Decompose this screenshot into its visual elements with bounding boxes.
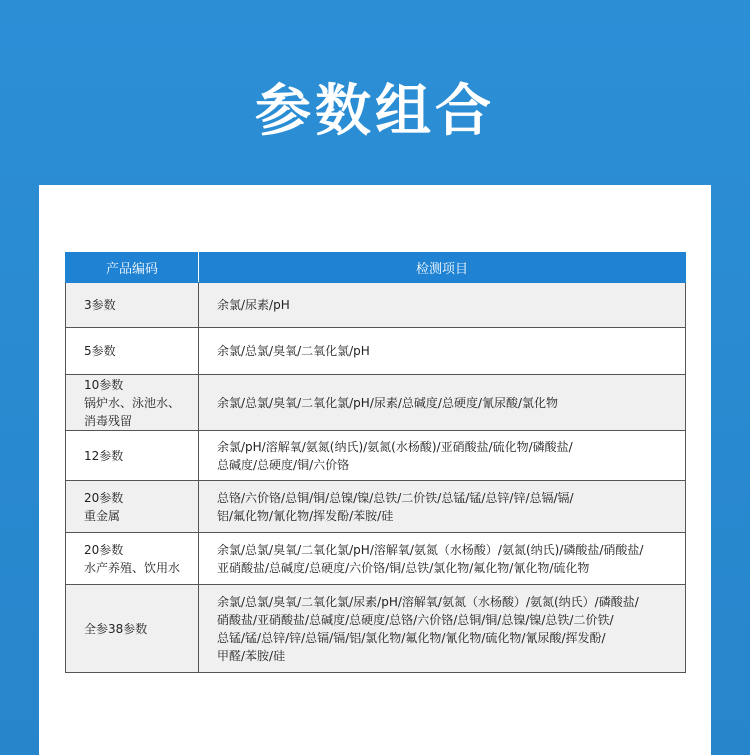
test-items-line: 总锰/锰/总锌/锌/总镉/镉/铝/氯化物/氟化物/氰化物/硫化物/氰尿酸/挥发酚/ <box>217 630 606 645</box>
table-header-row <box>66 253 686 283</box>
test-items-line: 余氯/总氯/臭氧/二氧化氯/尿素/pH/溶解氧/氨氮（水杨酸）/氨氮(纳氏）/磷酸盐/ <box>217 594 639 609</box>
test-items-line: 余氯/总氯/臭氧/二氧化氯/pH/尿素/总碱度/总硬度/氰尿酸/氯化物 <box>217 395 559 410</box>
cell-product-code <box>66 375 199 431</box>
product-code-line: 全参38参数 <box>84 621 148 636</box>
table-row <box>66 283 686 328</box>
cell-product-code <box>66 533 199 585</box>
table-row <box>66 328 686 375</box>
test-items-line: 总碱度/总硬度/铜/六价铬 <box>217 457 350 472</box>
test-items-line: 硝酸盐/亚硝酸盐/总碱度/总硬度/总铬/六价铬/总铜/铜/总镍/镍/总铁/二价铁/ <box>217 612 614 627</box>
test-items-line: 亚硝酸盐/总碱度/总硬度/六价铬/铜/总铁/氯化物/氟化物/氰化物/硫化物 <box>217 560 590 575</box>
cell-product-code <box>66 328 199 375</box>
test-items-line: 余氯/pH/溶解氧/氨氮(纳氏)/氨氮(水杨酸)/亚硝酸盐/硫化物/磷酸盐/ <box>217 439 573 454</box>
table-row <box>66 585 686 673</box>
cell-product-code <box>66 431 199 481</box>
product-code-line: 10参数 <box>84 377 124 392</box>
cell-test-items <box>199 283 686 328</box>
test-items-line: 铝/氟化物/氰化物/挥发酚/苯胺/硅 <box>217 508 394 523</box>
test-items-line: 余氯/尿素/pH <box>217 298 290 312</box>
product-code-line: 锅炉水、泳池水、 <box>84 395 181 410</box>
product-code-line: 12参数 <box>84 448 124 463</box>
test-items-line: 余氯/总氯/臭氧/二氧化氯/pH/溶解氧/氨氮（水杨酸）/氨氮(纳氏)/磷酸盐/硝酸盐/ <box>217 542 644 557</box>
cell-test-items <box>199 431 686 481</box>
parameter-table <box>65 252 686 673</box>
product-code-line: 20参数 <box>84 490 124 505</box>
test-items-line: 甲醛/苯胺/硅 <box>217 648 286 663</box>
test-items-line: 总铬/六价铬/总铜/铜/总镍/镍/总铁/二价铁/总锰/锰/总锌/锌/总镉/镉/ <box>217 490 574 505</box>
table-row <box>66 375 686 431</box>
cell-product-code <box>66 481 199 533</box>
cell-product-code <box>66 283 199 328</box>
product-code-line: 3参数 <box>84 298 116 312</box>
page-title: 参数组合 <box>255 79 495 144</box>
cell-product-code <box>66 585 199 673</box>
product-code-line: 水产养殖、饮用水 <box>84 560 181 575</box>
cell-test-items <box>199 328 686 375</box>
table-card <box>39 185 711 755</box>
table-row <box>66 481 686 533</box>
cell-test-items <box>199 481 686 533</box>
test-items-line: 余氯/总氯/臭氧/二氧化氯/pH <box>217 344 370 358</box>
cell-test-items <box>199 375 686 431</box>
header-product-code: 产品编码 <box>66 253 199 283</box>
cell-test-items <box>199 585 686 673</box>
cell-test-items <box>199 533 686 585</box>
header-test-items: 检测项目 <box>199 253 686 283</box>
product-code-line: 重金属 <box>84 508 121 523</box>
table-row <box>66 431 686 481</box>
product-code-line: 20参数 <box>84 542 124 557</box>
product-code-line: 5参数 <box>84 344 116 358</box>
product-code-line: 消毒残留 <box>84 413 133 428</box>
table-row <box>66 533 686 585</box>
